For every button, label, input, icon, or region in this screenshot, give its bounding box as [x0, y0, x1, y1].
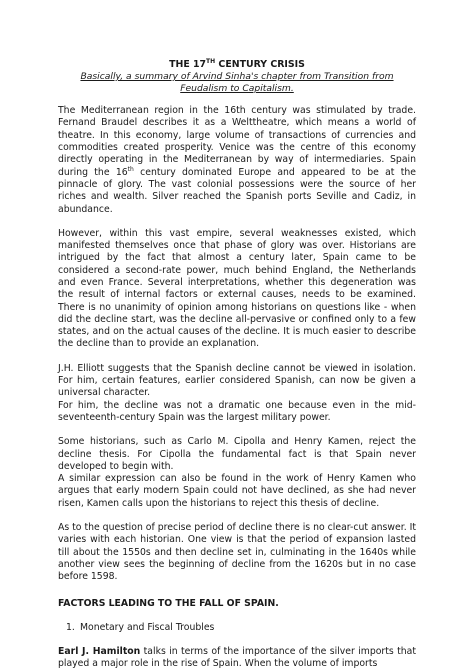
list-item: [66, 622, 416, 634]
page-title: [58, 56, 416, 71]
title-superscript: TH: [206, 58, 216, 65]
title-text-end: CENTURY CRISIS: [215, 59, 305, 71]
author-name: Earl J. Hamilton: [58, 645, 141, 657]
ordinal-superscript: th: [127, 165, 134, 173]
paragraph-period: As to the question of precise period of decline there is no clear-cut answer. It varies with each historian. One view is that the period of expansion lasted till about the 1550s and then decline set in, culminating in the 1640s while another view sees the beginning of decline from the 1620s but in no case before 1598.: [58, 522, 416, 583]
title-text: THE 17: [169, 59, 207, 71]
paragraph-intro: [58, 105, 416, 216]
paragraph-weaknesses: However, within this vast empire, several weaknesses existed, which manifested themselves once that phase of glory was over. Historians are intrigued by the fact that almost a century later, Spain came to be considered a second-rate power, much behind England, the Netherlands and even France. Several interpretations, whether this degeneration was the result of internal factors or external causes, needs to be examined. There is no unanimity of opinion among historians on questions like - when did the decline start, was the decline all-pervasive or confined only to a few states, and on the actual causes of the decline. It is much easier to describe the decline than to provide an explanation.: [58, 227, 416, 350]
subtitle: Basically, a summary of Arvind Sinha's chapter from Transition from Feudalism to Capitalism.: [80, 71, 394, 95]
paragraph-hamilton: [58, 646, 416, 670]
paragraph-kamen: A similar expression can also be found in the work of Henry Kamen who argues that early modern Spain could not have declined, as she had never risen, Kamen calls upon the historians to reject this thesis of decline.: [58, 473, 416, 509]
paragraph-elliott: J.H. Elliott suggests that the Spanish decline cannot be viewed in isolation. For him, certain features, earlier considered Spanish, can now be given a universal character.: [58, 362, 416, 399]
paragraph-elliott-cont: For him, the decline was not a dramatic one because even in the mid-seventeenth-century Spain was the largest military power.: [58, 399, 416, 423]
section-heading: FACTORS LEADING TO THE FALL OF SPAIN.: [58, 597, 279, 609]
paragraph-cipolla: Some historians, such as Carlo M. Cipolla and Henry Kamen, reject the decline thesis. For Cipolla the fundamental fact is that Spain never developed to begin with.: [58, 436, 416, 472]
list-label: Monetary and Fiscal Troubles: [80, 621, 215, 633]
paragraph-text: The Mediterranean region in the 16th century was stimulated by trade. Fernand Braudel describes it as a Welttheatre, which means a world of theatre. In this economy, large volume of transactions of currencies and commodities created prosperity. Venice was the centre of this economy directly operating in the Mediterranean by way of intermediaries. Spain during the 16: [58, 105, 416, 178]
paragraph-text: century dominated Europe and appeared to be at the pinnacle of glory. The vast colonial possessions were the source of her riches and wealth. Silver reached the Spanish ports Seville and Cadiz, in abundance.: [58, 166, 416, 215]
paragraph-text: talks in terms of the importance of the silver imports that played a major role in the rise of Spain. When the volume of imports: [58, 645, 416, 669]
list-number: 1.: [66, 621, 75, 633]
